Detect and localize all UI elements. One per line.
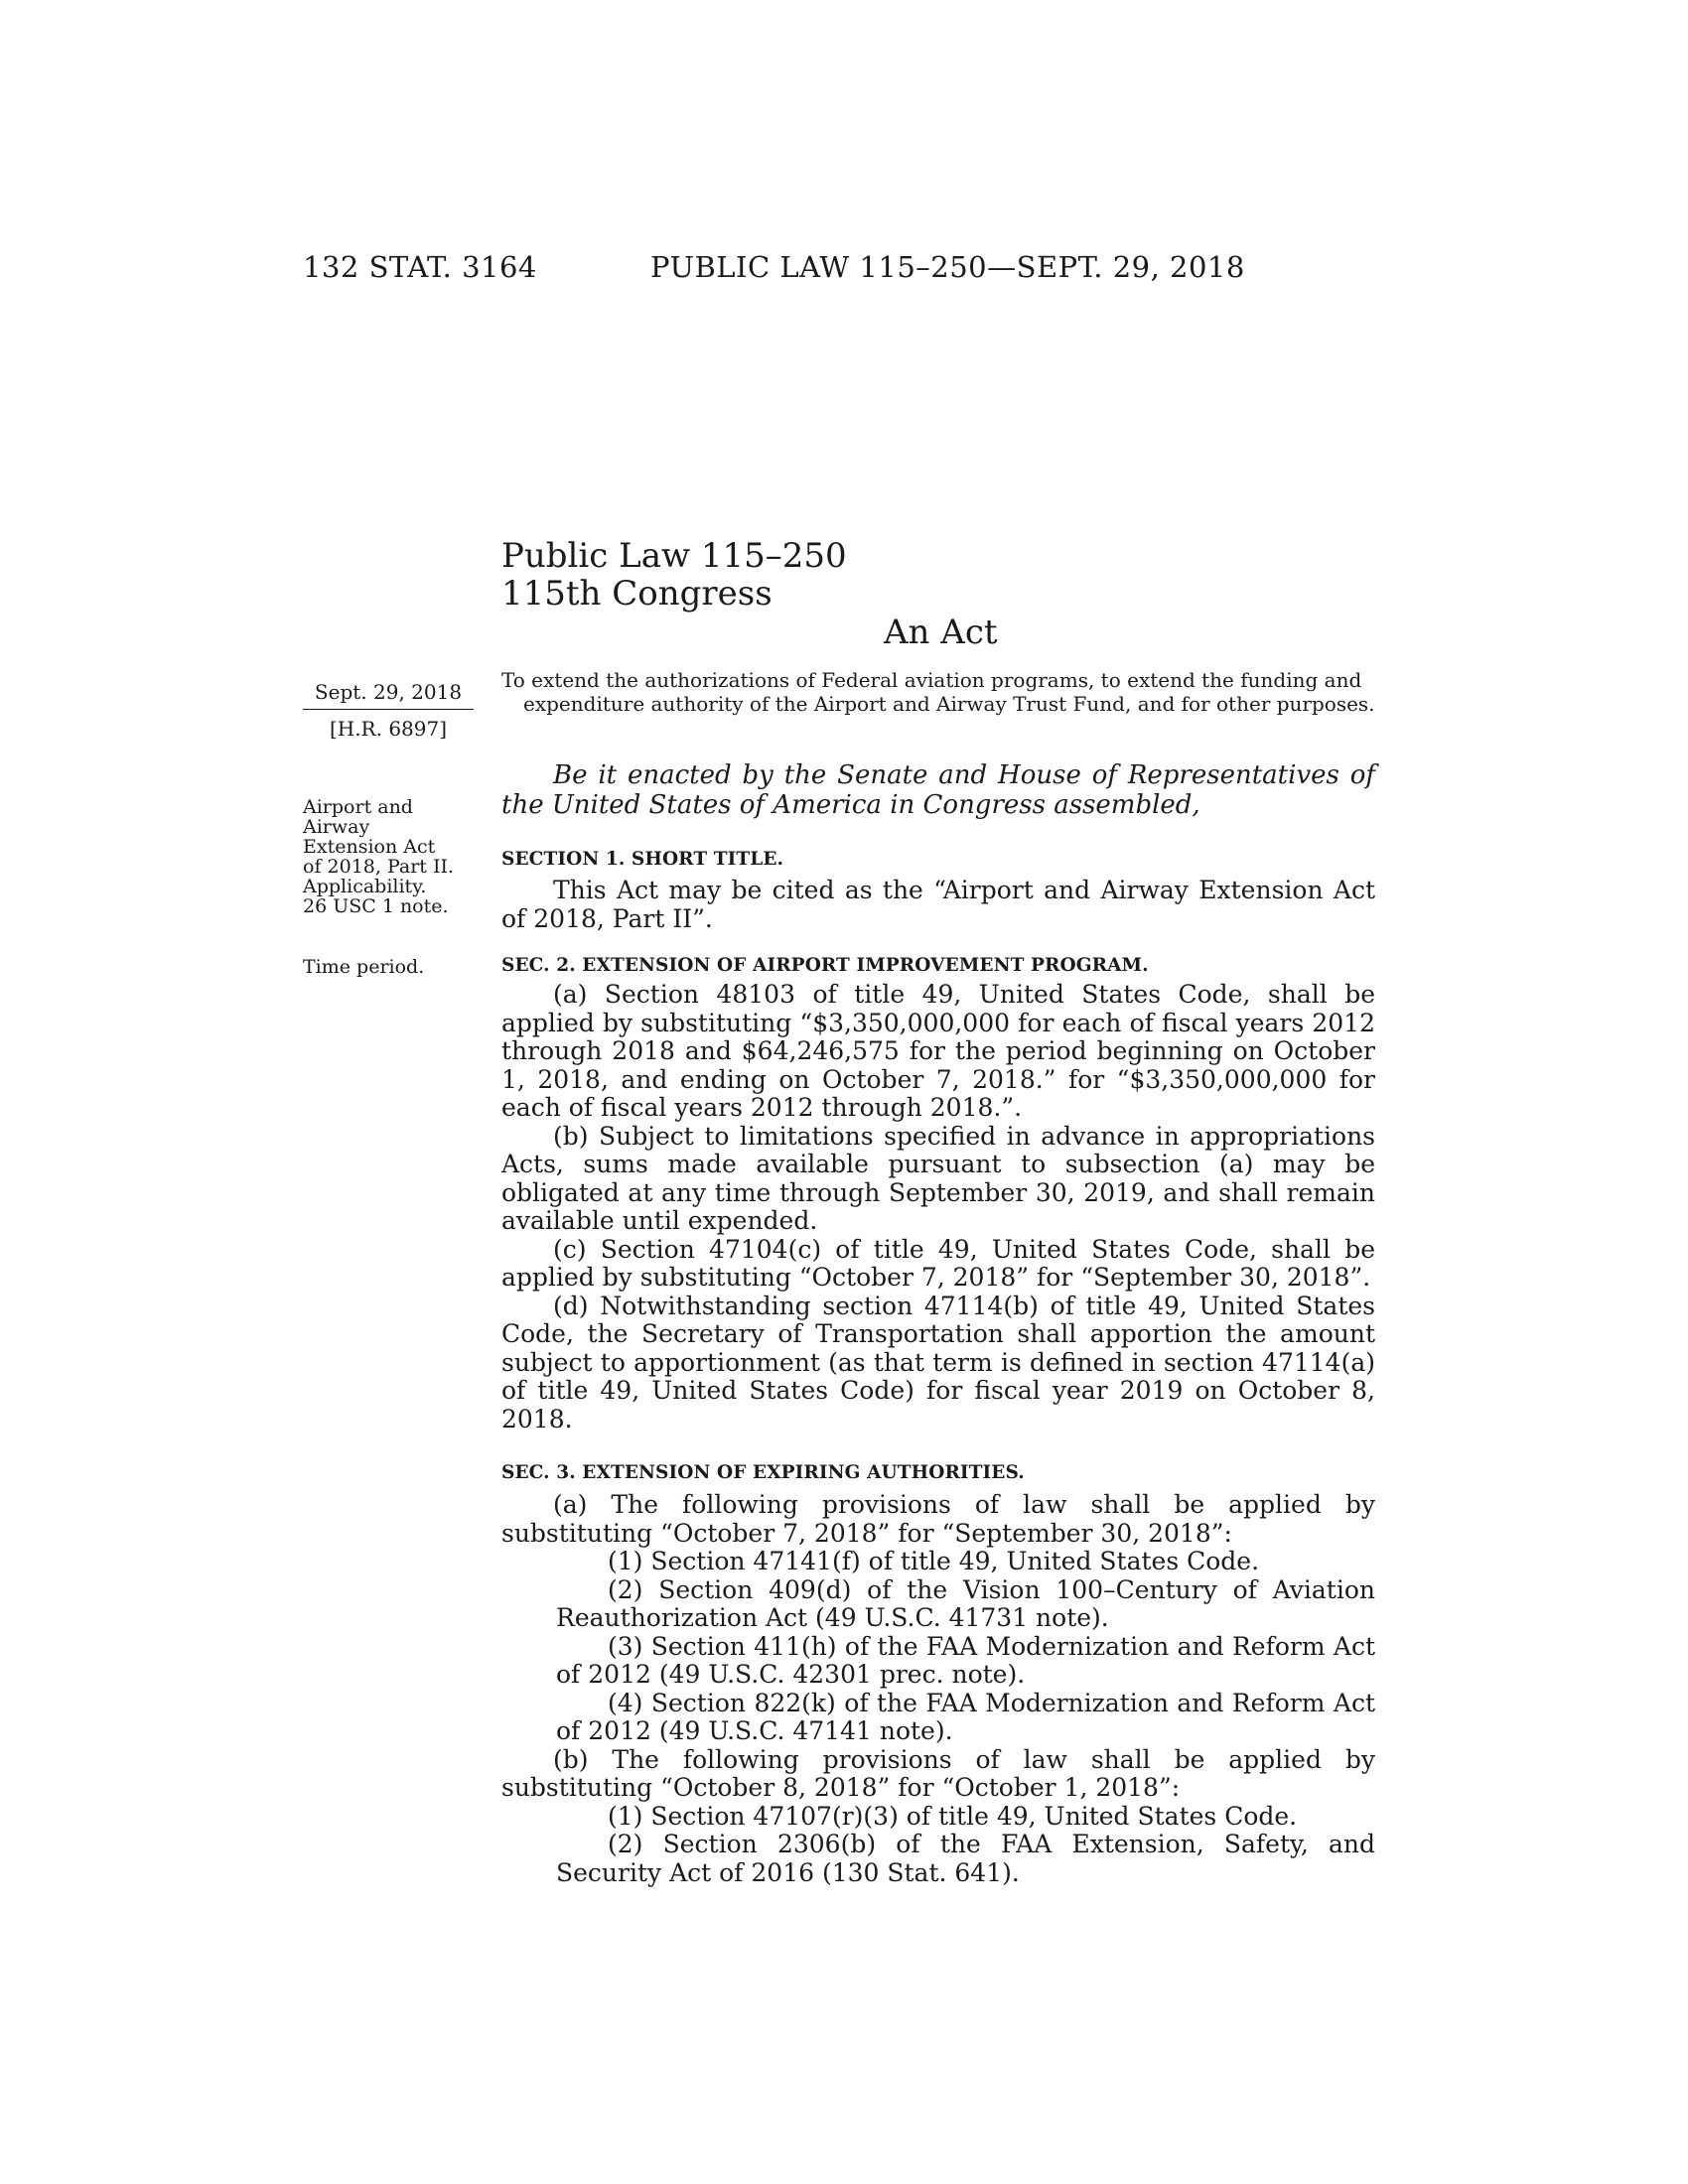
subsection-a: (a) Section 48103 of title 49, United States Code, shall be applied by substituting “$3,350,000,000 for each of fiscal years 2012 through 2018 and $64,246,575 for the period beginning on October 1, 2018, and ending on October 7, 2018.” for “$3,350,000,000 for each of fiscal years 2012 through 2018.”.: [501, 980, 1375, 1122]
margin-note-time-period: Time period.: [303, 956, 425, 978]
margin-note-line: Extension Act: [303, 836, 436, 858]
section-2-body: [501, 981, 1375, 1433]
act-purpose: To extend the authorizations of Federal aviation programs, to extend the funding and expenditure authority of the Airport and Airway Trust Fund, and for other purposes.: [501, 668, 1375, 716]
enactment-date-block: [303, 680, 474, 741]
section-3-heading: SEC. 3. EXTENSION OF EXPIRING AUTHORITIES.: [501, 1462, 1025, 1483]
congress-number: 115th Congress: [501, 574, 773, 614]
subsection-b: (b) Subject to limitations specified in advance in appropriations Acts, sums made available pursuant to subsection (a) may be obligated at any time through September 30, 2019, and shall remain available until expended.: [501, 1121, 1375, 1235]
enacting-clause: [501, 760, 1375, 820]
short-title-paragraph: This Act may be cited as the “Airport and Airway Extension Act of 2018, Part II”.: [501, 876, 1375, 933]
section-3-body: [501, 1491, 1375, 1887]
paragraph-item: (4) Section 822(k) of the FAA Modernization and Reform Act of 2012 (49 U.S.C. 47141 note).: [556, 1688, 1375, 1745]
margin-note-line: Airway: [303, 816, 370, 838]
section-1-text: [501, 877, 1375, 933]
margin-note-line: Applicability.: [303, 876, 427, 897]
section-2-heading: SEC. 2. EXTENSION OF AIRPORT IMPROVEMENT PROGRAM.: [501, 955, 1149, 976]
paragraph-item: (1) Section 47107(r)(3) of title 49, United States Code.: [608, 1801, 1298, 1831]
paragraph-item: (2) Section 2306(b) of the FAA Extension, Safety, and Security Act of 2016 (130 Stat. 641).: [556, 1830, 1375, 1887]
margin-note-line: Airport and: [303, 796, 413, 818]
paragraph-item: (2) Section 409(d) of the Vision 100–Century of Aviation Reauthorization Act (49 U.S.C. 41731 note).: [556, 1574, 1375, 1632]
subsection-b: (b) The following provisions of law shall be applied by substituting “October 8, 2018” for “October 1, 2018”:: [501, 1744, 1375, 1802]
bill-number: [H.R. 6897]: [329, 717, 448, 741]
law-number: Public Law 115–250: [501, 536, 847, 576]
running-header: PUBLIC LAW 115–250—SEPT. 29, 2018: [650, 250, 1245, 284]
subsection-a: (a) The following provisions of law shall be applied by substituting “October 7, 2018” for “September 30, 2018”:: [501, 1490, 1375, 1548]
margin-note-line: of 2018, Part II.: [303, 856, 455, 878]
paragraph-item: (1) Section 47141(f) of title 49, United States Code.: [608, 1547, 1260, 1575]
enactment-date: Sept. 29, 2018: [303, 680, 474, 710]
subsection-d: (d) Notwithstanding section 47114(b) of title 49, United States Code, the Secretary of Transportation shall apportion the amount subject to apportionment (as that term is defined in section 47114(a) of title 49, United States Code) for fiscal year 2019 on October 8, 2018.: [501, 1291, 1375, 1433]
enacting-clause-text: Be it enacted by the Senate and House of Representatives of the United States of America in Congress assembled,: [501, 760, 1375, 820]
margin-note-short-title: [303, 797, 472, 916]
subsection-c: (c) Section 47104(c) of title 49, United States Code, shall be applied by substituting “October 7, 2018” for “September 30, 2018”.: [501, 1234, 1375, 1292]
section-1-heading: SECTION 1. SHORT TITLE.: [501, 849, 784, 870]
paragraph-item: (3) Section 411(h) of the FAA Modernization and Reform Act of 2012 (49 U.S.C. 42301 prec. note).: [556, 1631, 1375, 1689]
page-stat-reference: 132 STAT. 3164: [303, 250, 537, 284]
act-heading: An Act: [884, 613, 998, 652]
margin-note-line: 26 USC 1 note.: [303, 895, 449, 917]
